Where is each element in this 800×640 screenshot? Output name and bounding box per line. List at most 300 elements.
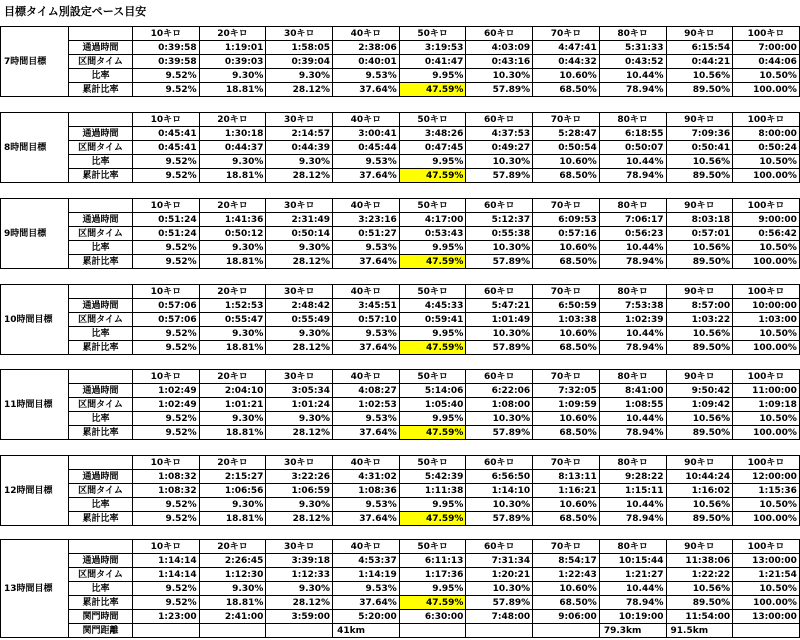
split-time-row (1, 568, 800, 582)
value-cell: 1:14:10 (466, 484, 533, 498)
cutoff-distance-cell (133, 624, 200, 638)
column-header: 40キロ (333, 285, 400, 299)
value-cell: 9.53% (333, 498, 400, 512)
value-cell: 4:37:53 (466, 127, 533, 141)
value-cell: 1:09:18 (733, 398, 800, 412)
column-header: 30キロ (266, 113, 333, 127)
value-cell: 4:47:41 (533, 41, 600, 55)
value-cell: 68.50% (533, 255, 600, 269)
value-cell: 9.30% (266, 412, 333, 426)
value-cell: 37.64% (333, 512, 400, 526)
value-cell: 7:06:17 (599, 213, 666, 227)
value-cell: 8:57:00 (666, 299, 733, 313)
value-cell: 10.50% (733, 327, 800, 341)
value-cell: 0:44:39 (266, 141, 333, 155)
value-cell: 1:16:02 (666, 484, 733, 498)
passing-time-row (1, 299, 800, 313)
value-cell: 7:48:00 (466, 610, 533, 624)
column-header: 90キロ (666, 370, 733, 384)
value-cell: 5:42:39 (399, 470, 466, 484)
value-cell: 1:41:36 (199, 213, 266, 227)
row-label: 比率 (69, 155, 133, 169)
column-header: 70キロ (533, 27, 600, 41)
value-cell: 100.00% (733, 426, 800, 440)
value-cell: 0:57:06 (133, 313, 200, 327)
cutoff-distance-cell (466, 624, 533, 638)
value-cell: 0:57:16 (533, 227, 600, 241)
value-cell: 0:39:04 (266, 55, 333, 69)
value-cell: 89.50% (666, 341, 733, 355)
value-cell: 3:19:53 (399, 41, 466, 55)
row-label: 通過時間 (69, 299, 133, 313)
value-cell: 9.95% (399, 241, 466, 255)
value-cell: 1:21:27 (599, 568, 666, 582)
row-label: 関門距離 (69, 624, 133, 638)
passing-time-row (1, 554, 800, 568)
value-cell: 0:57:01 (666, 227, 733, 241)
value-cell: 0:51:24 (133, 227, 200, 241)
column-header: 40キロ (333, 370, 400, 384)
value-cell: 9.52% (133, 169, 200, 183)
passing-time-row (1, 127, 800, 141)
value-cell: 7:32:05 (533, 384, 600, 398)
split-time-row (1, 313, 800, 327)
column-header: 40キロ (333, 113, 400, 127)
value-cell: 47.59% (399, 512, 466, 526)
value-cell: 2:48:42 (266, 299, 333, 313)
column-header: 70キロ (533, 540, 600, 554)
value-cell: 18.81% (199, 255, 266, 269)
value-cell: 57.89% (466, 512, 533, 526)
header-blank-cell (69, 370, 133, 384)
split-time-row (1, 398, 800, 412)
value-cell: 47.59% (399, 169, 466, 183)
value-cell: 10.30% (466, 412, 533, 426)
column-header: 90キロ (666, 540, 733, 554)
value-cell: 2:15:27 (199, 470, 266, 484)
column-header: 20キロ (199, 370, 266, 384)
value-cell: 11:00:00 (733, 384, 800, 398)
row-label: 通過時間 (69, 127, 133, 141)
value-cell: 10.60% (533, 69, 600, 83)
value-cell: 1:01:49 (466, 313, 533, 327)
row-label: 区間タイム (69, 55, 133, 69)
goal-label: 13時間目標 (1, 540, 69, 638)
value-cell: 10.30% (466, 327, 533, 341)
column-header: 60キロ (466, 370, 533, 384)
value-cell: 10.44% (599, 412, 666, 426)
cutoff-distance-cell (399, 624, 466, 638)
row-label: 累計比率 (69, 596, 133, 610)
ratio-row (1, 498, 800, 512)
row-label: 通過時間 (69, 41, 133, 55)
column-header: 100キロ (733, 27, 800, 41)
pace-table (0, 198, 800, 269)
value-cell: 28.12% (266, 255, 333, 269)
cumulative-ratio-row (1, 426, 800, 440)
value-cell: 37.64% (333, 426, 400, 440)
value-cell: 0:59:41 (399, 313, 466, 327)
value-cell: 9.53% (333, 582, 400, 596)
value-cell: 4:53:37 (333, 554, 400, 568)
header-blank-cell (69, 540, 133, 554)
pace-table (0, 369, 800, 440)
header-row (1, 456, 800, 470)
value-cell: 12:00:00 (733, 470, 800, 484)
value-cell: 9.52% (133, 155, 200, 169)
value-cell: 4:31:02 (333, 470, 400, 484)
column-header: 90キロ (666, 113, 733, 127)
value-cell: 28.12% (266, 512, 333, 526)
value-cell: 6:22:06 (466, 384, 533, 398)
row-label: 通過時間 (69, 213, 133, 227)
column-header: 60キロ (466, 456, 533, 470)
value-cell: 2:04:10 (199, 384, 266, 398)
cutoff-distance-row (1, 624, 800, 638)
value-cell: 10.50% (733, 412, 800, 426)
value-cell: 5:20:00 (333, 610, 400, 624)
column-header: 10キロ (133, 456, 200, 470)
value-cell: 3:05:34 (266, 384, 333, 398)
value-cell: 68.50% (533, 169, 600, 183)
column-header: 70キロ (533, 370, 600, 384)
value-cell: 4:45:33 (399, 299, 466, 313)
value-cell: 10.60% (533, 155, 600, 169)
column-header: 60キロ (466, 113, 533, 127)
value-cell: 9:06:00 (533, 610, 600, 624)
row-label: 比率 (69, 498, 133, 512)
value-cell: 4:03:09 (466, 41, 533, 55)
value-cell: 10.50% (733, 498, 800, 512)
row-label: 通過時間 (69, 554, 133, 568)
value-cell: 57.89% (466, 341, 533, 355)
value-cell: 11:38:06 (666, 554, 733, 568)
value-cell: 1:19:01 (199, 41, 266, 55)
value-cell: 10.56% (666, 327, 733, 341)
value-cell: 9:28:22 (599, 470, 666, 484)
value-cell: 47.59% (399, 596, 466, 610)
cumulative-ratio-row (1, 341, 800, 355)
value-cell: 9.30% (199, 582, 266, 596)
value-cell: 0:39:58 (133, 55, 200, 69)
value-cell: 11:54:00 (666, 610, 733, 624)
row-label: 累計比率 (69, 255, 133, 269)
column-header: 60キロ (466, 199, 533, 213)
value-cell: 18.81% (199, 426, 266, 440)
goal-label: 8時間目標 (1, 113, 69, 183)
column-header: 80キロ (599, 199, 666, 213)
column-header: 30キロ (266, 199, 333, 213)
value-cell: 0:43:52 (599, 55, 666, 69)
row-label: 比率 (69, 69, 133, 83)
value-cell: 1:16:21 (533, 484, 600, 498)
value-cell: 9.52% (133, 582, 200, 596)
value-cell: 3:48:26 (399, 127, 466, 141)
value-cell: 0:50:54 (533, 141, 600, 155)
value-cell: 57.89% (466, 83, 533, 97)
value-cell: 10.50% (733, 69, 800, 83)
value-cell: 0:50:24 (733, 141, 800, 155)
value-cell: 10.60% (533, 241, 600, 255)
pace-table (0, 112, 800, 183)
value-cell: 0:49:27 (466, 141, 533, 155)
column-header: 70キロ (533, 113, 600, 127)
value-cell: 57.89% (466, 596, 533, 610)
value-cell: 10.30% (466, 241, 533, 255)
value-cell: 0:51:24 (133, 213, 200, 227)
header-row (1, 27, 800, 41)
column-header: 80キロ (599, 456, 666, 470)
value-cell: 78.94% (599, 512, 666, 526)
column-header: 40キロ (333, 456, 400, 470)
value-cell: 18.81% (199, 169, 266, 183)
column-header: 10キロ (133, 199, 200, 213)
split-time-row (1, 55, 800, 69)
header-row (1, 113, 800, 127)
value-cell: 9.52% (133, 83, 200, 97)
value-cell: 10.56% (666, 498, 733, 512)
value-cell: 6:09:53 (533, 213, 600, 227)
value-cell: 10.44% (599, 327, 666, 341)
value-cell: 10.30% (466, 69, 533, 83)
value-cell: 57.89% (466, 169, 533, 183)
value-cell: 78.94% (599, 596, 666, 610)
header-blank-cell (69, 199, 133, 213)
column-header: 50キロ (399, 113, 466, 127)
row-label: 比率 (69, 241, 133, 255)
value-cell: 10.44% (599, 498, 666, 512)
ratio-row (1, 69, 800, 83)
value-cell: 5:47:21 (466, 299, 533, 313)
column-header: 90キロ (666, 285, 733, 299)
row-label: 区間タイム (69, 398, 133, 412)
ratio-row (1, 327, 800, 341)
column-header: 20キロ (199, 456, 266, 470)
value-cell: 1:02:53 (333, 398, 400, 412)
header-row (1, 540, 800, 554)
value-cell: 10.56% (666, 69, 733, 83)
value-cell: 47.59% (399, 83, 466, 97)
value-cell: 1:08:32 (133, 470, 200, 484)
row-label: 比率 (69, 582, 133, 596)
column-header: 60キロ (466, 27, 533, 41)
value-cell: 1:01:24 (266, 398, 333, 412)
row-label: 累計比率 (69, 341, 133, 355)
value-cell: 9.52% (133, 241, 200, 255)
value-cell: 10.44% (599, 155, 666, 169)
cumulative-ratio-row (1, 83, 800, 97)
column-header: 80キロ (599, 113, 666, 127)
column-header: 100キロ (733, 113, 800, 127)
value-cell: 0:39:58 (133, 41, 200, 55)
column-header: 100キロ (733, 540, 800, 554)
value-cell: 18.81% (199, 341, 266, 355)
value-cell: 9.95% (399, 582, 466, 596)
column-header: 60キロ (466, 540, 533, 554)
value-cell: 0:44:06 (733, 55, 800, 69)
value-cell: 1:15:36 (733, 484, 800, 498)
value-cell: 9.52% (133, 498, 200, 512)
value-cell: 9.95% (399, 327, 466, 341)
column-header: 20キロ (199, 199, 266, 213)
value-cell: 10.44% (599, 582, 666, 596)
passing-time-row (1, 384, 800, 398)
value-cell: 10.56% (666, 412, 733, 426)
value-cell: 0:50:07 (599, 141, 666, 155)
ratio-row (1, 582, 800, 596)
value-cell: 68.50% (533, 596, 600, 610)
column-header: 20キロ (199, 113, 266, 127)
value-cell: 1:09:42 (666, 398, 733, 412)
value-cell: 68.50% (533, 341, 600, 355)
value-cell: 0:53:43 (399, 227, 466, 241)
split-time-row (1, 141, 800, 155)
value-cell: 1:06:59 (266, 484, 333, 498)
column-header: 70キロ (533, 199, 600, 213)
row-label: 区間タイム (69, 568, 133, 582)
value-cell: 2:14:57 (266, 127, 333, 141)
goal-label: 10時間目標 (1, 285, 69, 355)
value-cell: 9.52% (133, 426, 200, 440)
value-cell: 1:02:49 (133, 398, 200, 412)
value-cell: 5:31:33 (599, 41, 666, 55)
value-cell: 1:52:53 (199, 299, 266, 313)
value-cell: 0:50:14 (266, 227, 333, 241)
value-cell: 0:45:44 (333, 141, 400, 155)
value-cell: 3:22:26 (266, 470, 333, 484)
cutoff-distance-cell (733, 624, 800, 638)
value-cell: 10.44% (599, 69, 666, 83)
value-cell: 57.89% (466, 255, 533, 269)
cumulative-ratio-row (1, 255, 800, 269)
column-header: 70キロ (533, 456, 600, 470)
value-cell: 10:44:24 (666, 470, 733, 484)
column-header: 50キロ (399, 27, 466, 41)
header-blank-cell (69, 113, 133, 127)
column-header: 50キロ (399, 285, 466, 299)
value-cell: 9.95% (399, 498, 466, 512)
value-cell: 9.52% (133, 512, 200, 526)
value-cell: 1:58:05 (266, 41, 333, 55)
value-cell: 10.30% (466, 498, 533, 512)
column-header: 10キロ (133, 370, 200, 384)
goal-label: 12時間目標 (1, 456, 69, 526)
header-blank-cell (69, 27, 133, 41)
value-cell: 1:15:11 (599, 484, 666, 498)
column-header: 30キロ (266, 456, 333, 470)
split-time-row (1, 484, 800, 498)
value-cell: 0:55:49 (266, 313, 333, 327)
value-cell: 1:08:32 (133, 484, 200, 498)
value-cell: 9.52% (133, 327, 200, 341)
value-cell: 10.50% (733, 241, 800, 255)
column-header: 50キロ (399, 540, 466, 554)
row-label: 区間タイム (69, 313, 133, 327)
value-cell: 78.94% (599, 426, 666, 440)
column-header: 60キロ (466, 285, 533, 299)
value-cell: 0:50:41 (666, 141, 733, 155)
value-cell: 3:23:16 (333, 213, 400, 227)
value-cell: 0:55:38 (466, 227, 533, 241)
column-header: 90キロ (666, 456, 733, 470)
header-row (1, 370, 800, 384)
page-title: 目標タイム別設定ペース目安 (4, 5, 147, 18)
value-cell: 5:14:06 (399, 384, 466, 398)
value-cell: 10.60% (533, 582, 600, 596)
value-cell: 89.50% (666, 83, 733, 97)
column-header: 30キロ (266, 285, 333, 299)
value-cell: 89.50% (666, 596, 733, 610)
row-label: 区間タイム (69, 141, 133, 155)
value-cell: 0:45:41 (133, 127, 200, 141)
pace-table (0, 539, 800, 638)
value-cell: 18.81% (199, 512, 266, 526)
value-cell: 1:22:43 (533, 568, 600, 582)
value-cell: 9.30% (199, 327, 266, 341)
value-cell: 37.64% (333, 83, 400, 97)
value-cell: 2:26:45 (199, 554, 266, 568)
value-cell: 37.64% (333, 596, 400, 610)
value-cell: 9.30% (266, 498, 333, 512)
value-cell: 9.30% (199, 412, 266, 426)
value-cell: 0:57:06 (133, 299, 200, 313)
value-cell: 1:14:19 (333, 568, 400, 582)
value-cell: 0:47:45 (399, 141, 466, 155)
row-label: 区間タイム (69, 484, 133, 498)
value-cell: 7:53:38 (599, 299, 666, 313)
value-cell: 8:54:17 (533, 554, 600, 568)
value-cell: 10.30% (466, 582, 533, 596)
value-cell: 1:03:22 (666, 313, 733, 327)
value-cell: 13:00:00 (733, 610, 800, 624)
column-header: 20キロ (199, 285, 266, 299)
value-cell: 10:15:44 (599, 554, 666, 568)
value-cell: 78.94% (599, 255, 666, 269)
value-cell: 9.52% (133, 69, 200, 83)
column-header: 100キロ (733, 285, 800, 299)
value-cell: 1:09:59 (533, 398, 600, 412)
value-cell: 9.95% (399, 155, 466, 169)
value-cell: 68.50% (533, 512, 600, 526)
value-cell: 68.50% (533, 426, 600, 440)
cutoff-distance-cell (533, 624, 600, 638)
row-label: 区間タイム (69, 227, 133, 241)
value-cell: 10:19:00 (599, 610, 666, 624)
value-cell: 1:21:54 (733, 568, 800, 582)
column-header: 90キロ (666, 27, 733, 41)
value-cell: 1:02:39 (599, 313, 666, 327)
column-header: 40キロ (333, 540, 400, 554)
value-cell: 9.95% (399, 69, 466, 83)
column-header: 20キロ (199, 27, 266, 41)
value-cell: 47.59% (399, 341, 466, 355)
value-cell: 2:38:06 (333, 41, 400, 55)
value-cell: 1:05:40 (399, 398, 466, 412)
value-cell: 78.94% (599, 169, 666, 183)
value-cell: 6:15:54 (666, 41, 733, 55)
row-label: 累計比率 (69, 512, 133, 526)
row-label: 累計比率 (69, 169, 133, 183)
value-cell: 5:28:47 (533, 127, 600, 141)
value-cell: 100.00% (733, 83, 800, 97)
value-cell: 0:44:37 (199, 141, 266, 155)
ratio-row (1, 412, 800, 426)
value-cell: 10.50% (733, 582, 800, 596)
ratio-row (1, 241, 800, 255)
value-cell: 9.30% (266, 241, 333, 255)
header-blank-cell (69, 285, 133, 299)
value-cell: 1:12:33 (266, 568, 333, 582)
